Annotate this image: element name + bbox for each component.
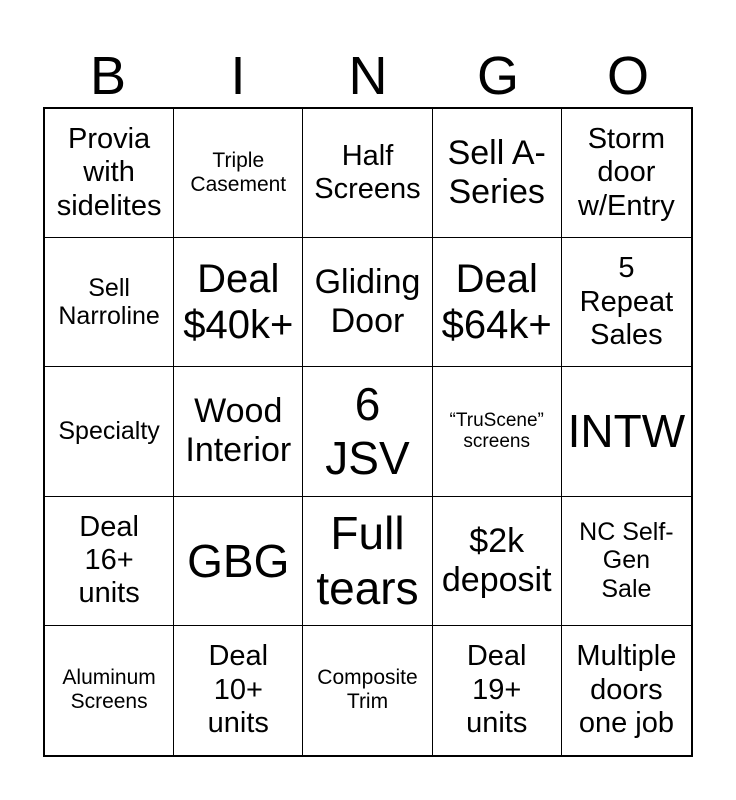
cell-label: Half Screens xyxy=(314,139,421,206)
header-letter-o: O xyxy=(606,46,649,106)
header-letter-i: I xyxy=(230,46,246,106)
cell-label: Multiple doors one job xyxy=(576,640,677,740)
bingo-cell[interactable] xyxy=(174,367,303,496)
header-letter-g: G xyxy=(476,46,519,106)
bingo-cell[interactable] xyxy=(562,238,691,367)
bingo-cell[interactable] xyxy=(45,109,174,238)
cell-label: Deal $64k+ xyxy=(441,257,552,348)
bingo-cell[interactable] xyxy=(45,367,174,496)
cell-label: Deal 19+ units xyxy=(466,640,528,740)
header-letter-b: B xyxy=(89,46,127,106)
bingo-cell[interactable] xyxy=(45,238,174,367)
bingo-cell[interactable] xyxy=(303,367,432,496)
bingo-cell[interactable] xyxy=(303,238,432,367)
cell-label: Sell Narroline xyxy=(58,273,160,331)
cell-label: Specialty xyxy=(58,417,160,446)
cell-label: Wood Interior xyxy=(185,392,292,470)
bingo-cell[interactable] xyxy=(174,497,303,626)
bingo-cell[interactable] xyxy=(174,109,303,238)
cell-label: Sell A- Series xyxy=(447,134,546,212)
cell-label: 6 JSV xyxy=(325,378,410,485)
header-letter-n: N xyxy=(348,46,388,106)
bingo-header xyxy=(43,45,693,107)
bingo-cell[interactable] xyxy=(433,367,562,496)
cell-label: 5 Repeat Sales xyxy=(579,252,674,351)
cell-label: Storm door w/Entry xyxy=(578,123,675,222)
cell-label: Composite Trim xyxy=(317,666,418,714)
bingo-cell[interactable] xyxy=(174,626,303,755)
cell-label: GBG xyxy=(187,534,290,587)
cell-label: Triple Casement xyxy=(190,148,287,197)
bingo-cell[interactable] xyxy=(174,238,303,367)
bingo-cell[interactable] xyxy=(45,497,174,626)
cell-label: NC Self- Gen Sale xyxy=(579,517,674,604)
bingo-cell[interactable] xyxy=(303,626,432,755)
bingo-cell[interactable] xyxy=(45,626,174,755)
cell-label: Deal 10+ units xyxy=(207,640,269,740)
bingo-board xyxy=(43,107,693,757)
bingo-cell[interactable] xyxy=(303,109,432,238)
bingo-cell[interactable] xyxy=(303,497,432,626)
bingo-cell[interactable] xyxy=(433,109,562,238)
cell-label: Full tears xyxy=(316,507,419,614)
bingo-cell[interactable] xyxy=(433,497,562,626)
cell-label: Deal $40k+ xyxy=(183,257,294,348)
bingo-cell[interactable] xyxy=(433,626,562,755)
bingo-cell[interactable] xyxy=(433,238,562,367)
cell-label: INTW xyxy=(567,405,686,458)
cell-label: Deal 16+ units xyxy=(78,510,140,610)
bingo-cell[interactable] xyxy=(562,367,691,496)
cell-label: Gliding Door xyxy=(314,263,421,341)
bingo-cell[interactable] xyxy=(562,626,691,755)
cell-label: “TruScene” screens xyxy=(449,409,544,453)
bingo-cell[interactable] xyxy=(562,497,691,626)
bingo-cell[interactable] xyxy=(562,109,691,238)
cell-label: Aluminum Screens xyxy=(62,666,156,714)
cell-label: $2k deposit xyxy=(441,521,552,599)
cell-label: Provia with sidelites xyxy=(56,123,162,222)
